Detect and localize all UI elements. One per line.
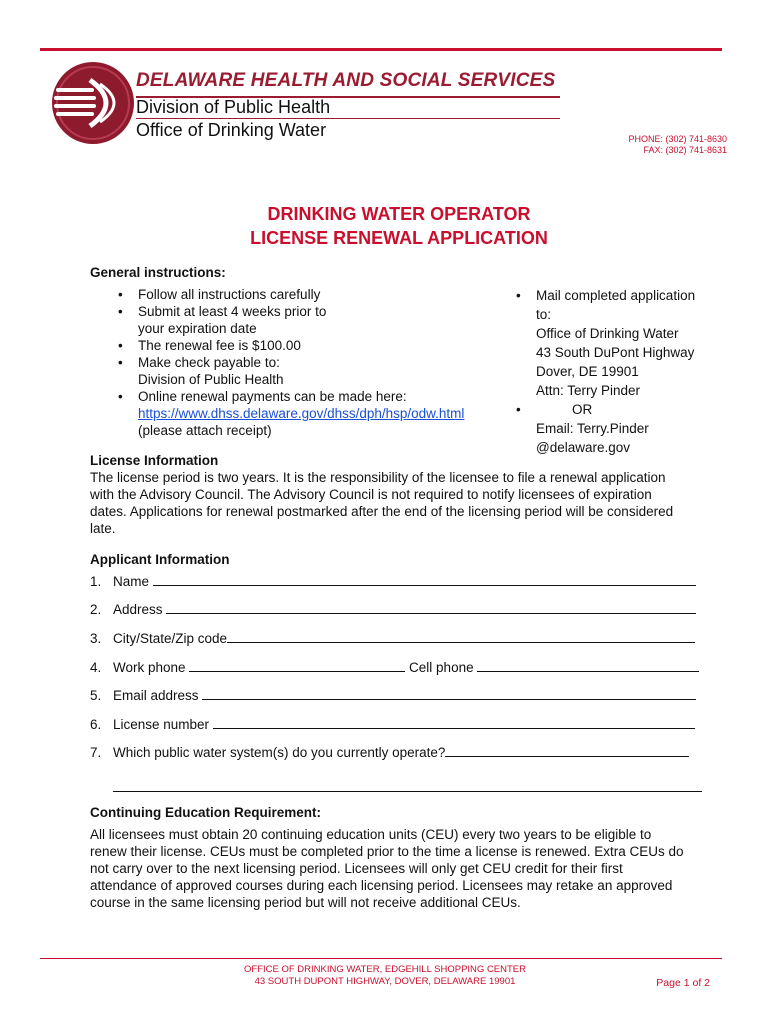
license-info-heading: License Information (90, 453, 219, 468)
list-item (114, 405, 494, 422)
field-label: License number (113, 717, 213, 732)
phone-number: PHONE: (302) 741-8630 (628, 134, 727, 144)
list-item: 43 South DuPont Highway (536, 345, 695, 360)
field-label: Name (113, 574, 153, 589)
office-name: Office of Drinking Water (136, 120, 327, 140)
water-system-input-line[interactable] (445, 744, 689, 757)
name-field[interactable] (90, 573, 702, 589)
applicant-info-heading: Applicant Information (90, 552, 230, 567)
paragraph-line: course in the same licensing period but will not receive additional CEUs. (90, 895, 521, 910)
paragraph-line: late. (90, 521, 116, 536)
header-rule (40, 48, 722, 51)
list-item: • Make check payable to: (118, 355, 280, 370)
work-phone-input-line[interactable] (189, 659, 405, 672)
title-line-1: DRINKING WATER OPERATOR (267, 204, 531, 224)
email-field[interactable] (90, 687, 702, 703)
online-payment-link[interactable]: https://www.dhss.delaware.gov/dhss/dph/hsp/odw.html (138, 406, 465, 421)
paragraph-line: dates. Applications for renewal postmarked after the end of the licensing period will be considered (90, 504, 674, 519)
list-item: (please attach receipt) (138, 423, 272, 438)
field-number: 5. (90, 688, 102, 703)
instructions-list-right (512, 286, 722, 457)
footer-line-2: 43 SOUTH DUPONT HIGHWAY, DOVER, DELAWARE 19901 (254, 976, 516, 987)
fax-number: FAX: (302) 741-8631 (643, 145, 727, 155)
email-input-line[interactable] (202, 687, 696, 700)
list-item: • Submit at least 4 weeks prior to (118, 304, 327, 319)
water-system-continuation-line[interactable] (113, 791, 702, 792)
list-item: • OR (516, 402, 593, 417)
city-state-zip-input-line[interactable] (227, 630, 695, 643)
field-number: 1. (90, 574, 102, 589)
cell-phone-label: Cell phone (405, 660, 478, 675)
field-label: City/State/Zip code (113, 631, 228, 646)
water-system-field[interactable] (90, 744, 702, 760)
list-item: • Mail completed application (516, 288, 696, 303)
list-item: to: (536, 307, 552, 322)
page-title (0, 202, 770, 250)
address-field[interactable] (90, 601, 702, 617)
address-input-line[interactable] (166, 601, 696, 614)
contact-info (628, 134, 727, 156)
field-number: 2. (90, 602, 102, 617)
paragraph-line: The license period is two years. It is the responsibility of the licensee to file a renewal application (90, 470, 666, 485)
footer-rule (40, 958, 722, 959)
list-item: Email: Terry.Pinder (536, 421, 649, 436)
list-item: • Online renewal payments can be made here: (118, 389, 407, 404)
dhss-logo-icon (50, 60, 136, 146)
license-info-text (90, 469, 720, 537)
paragraph-line: renew their license. CEUs must be completed prior to the time a license is renewed. Extra CEUs do (90, 844, 684, 859)
ceu-heading: Continuing Education Requirement: (90, 805, 321, 820)
page-number: Page 1 of 2 (656, 977, 710, 989)
license-number-input-line[interactable] (213, 716, 695, 729)
general-instructions-heading: General instructions: (90, 265, 226, 280)
title-line-2: LICENSE RENEWAL APPLICATION (250, 228, 548, 248)
list-item: Attn: Terry Pinder (536, 383, 641, 398)
division-name: Division of Public Health (136, 97, 331, 117)
list-item: @delaware.gov (536, 440, 631, 455)
phone-fields[interactable] (90, 659, 702, 675)
list-item: your expiration date (138, 321, 257, 336)
field-label: Address (113, 602, 167, 617)
paragraph-line: All licensees must obtain 20 continuing education units (CEU) every two years to be eligible to (90, 827, 652, 842)
field-label: Email address (113, 688, 203, 703)
org-name: DELAWARE HEALTH AND SOCIAL SERVICES (136, 70, 556, 91)
list-item: • Follow all instructions carefully (118, 287, 321, 302)
paragraph-line: attendance of approved courses during each licensing period. Licensees may retake an approved (90, 878, 673, 893)
field-label: Work phone (113, 660, 190, 675)
field-number: 7. (90, 745, 102, 760)
field-number: 6. (90, 717, 102, 732)
name-input-line[interactable] (153, 573, 696, 586)
list-item: • The renewal fee is $100.00 (118, 338, 301, 353)
paragraph-line: not carry over to the next licensing period. Licensees will only get CEU credit for their first (90, 861, 623, 876)
ceu-text (90, 826, 730, 911)
list-item: Office of Drinking Water (536, 326, 679, 341)
division-divider (136, 118, 560, 119)
footer-address (0, 964, 770, 988)
license-number-field[interactable] (90, 716, 702, 732)
field-number: 4. (90, 660, 102, 675)
instructions-list-left (114, 286, 494, 439)
list-item: Dover, DE 19901 (536, 364, 639, 379)
field-label: Which public water system(s) do you currently operate? (113, 745, 446, 760)
list-item: Division of Public Health (138, 372, 284, 387)
cell-phone-input-line[interactable] (477, 659, 699, 672)
city-state-zip-field[interactable] (90, 630, 702, 646)
footer-line-1: OFFICE OF DRINKING WATER, EDGEHILL SHOPPING CENTER (243, 964, 527, 975)
field-number: 3. (90, 631, 102, 646)
paragraph-line: with the Advisory Council. The Advisory Council is not required to notify licensees of expiration (90, 487, 652, 502)
